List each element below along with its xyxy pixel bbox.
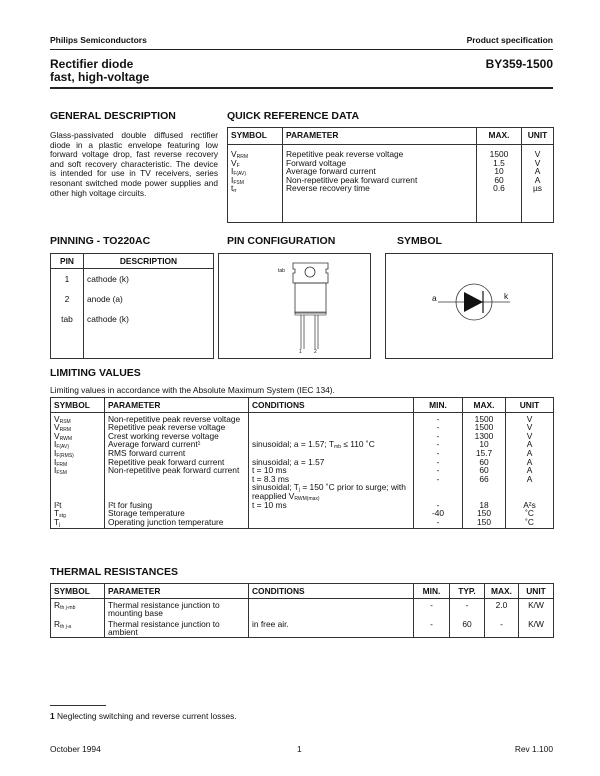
- symbol-subscript: RSM: [59, 418, 71, 425]
- conditions-cell: [249, 423, 414, 432]
- footer-date: October 1994: [50, 744, 101, 754]
- column-header-max: MAX.: [477, 128, 522, 145]
- parameter-cell: Repetitive peak forward current: [105, 458, 249, 467]
- symbol-cell: [51, 618, 105, 638]
- min-cell: -: [414, 449, 463, 458]
- symbol-subscript: FSM: [56, 470, 67, 477]
- symbol-base: I: [54, 456, 57, 467]
- symbol-base: R: [54, 618, 61, 629]
- general-heading: GENERAL DESCRIPTION: [50, 110, 176, 122]
- conditions-cell: [249, 412, 414, 423]
- symbol-subscript: stg: [59, 513, 66, 520]
- min-cell: -: [414, 423, 463, 432]
- conditions-cell: sinusoidal; a = 1.57: [249, 458, 414, 467]
- symbol-cell: [51, 598, 105, 618]
- column-header-pin: PIN: [51, 254, 84, 269]
- filler: [51, 329, 84, 359]
- pinconfig-heading: PIN CONFIGURATION: [227, 235, 336, 247]
- pin-description: anode (a): [84, 289, 214, 309]
- pinning-heading: PINNING - TO220AC: [50, 235, 151, 247]
- symbol-base: T: [54, 508, 60, 519]
- param-value: Repetitive peak reverse voltage: [286, 149, 404, 159]
- unit-cell: V: [506, 412, 554, 423]
- pin-number: 1: [51, 269, 84, 289]
- unit-cell: A A: [506, 466, 554, 500]
- to220-package-outline: [219, 254, 370, 358]
- pin-description: cathode (k): [84, 309, 214, 329]
- conditions-cell: in free air.: [249, 618, 414, 638]
- title-rule: [50, 87, 553, 89]
- max-cell: 2.0: [485, 598, 519, 618]
- min-cell: -: [414, 618, 450, 638]
- min-cell: - -: [414, 466, 463, 500]
- diode-symbol-icon: [386, 254, 552, 358]
- symbol-cell: [51, 458, 105, 467]
- max-value: 1500: [489, 149, 509, 159]
- company-name: Philips Semiconductors: [50, 35, 147, 45]
- column-header-symbol: SYMBOL: [51, 398, 105, 413]
- column-header-typ: TYP.: [450, 584, 485, 599]
- symbol-subscript: th j-mb: [60, 604, 76, 611]
- symbol-subscript: th j-a: [60, 623, 72, 630]
- symbol-cell: [51, 449, 105, 458]
- header-row: [51, 584, 554, 599]
- parameter-cell: I²t for fusing: [105, 501, 249, 510]
- min-cell: -40: [414, 509, 463, 518]
- max-cell: 60 66: [463, 466, 506, 500]
- pin-row: [51, 269, 214, 289]
- max-value: 0.6: [493, 183, 505, 194]
- conditions-cell: [249, 598, 414, 618]
- symbol-cell: [51, 440, 105, 449]
- parameter-cell: Repetitive peak reverse voltage: [105, 423, 249, 432]
- min-cell: -: [414, 432, 463, 441]
- symbol-subscript: F(AV): [56, 444, 70, 451]
- min-cell: -: [414, 412, 463, 423]
- max-cell: 60: [463, 458, 506, 467]
- max-cell: 150: [463, 509, 506, 518]
- symbol-base: R: [54, 599, 61, 610]
- header-row: [51, 254, 214, 269]
- symbol-base: I: [54, 439, 57, 450]
- parameter-cell: Operating junction temperature: [105, 518, 249, 529]
- symbol-base: I: [54, 465, 57, 476]
- typ-cell: 60: [450, 618, 485, 638]
- symbol-subscript: RRM: [236, 154, 248, 160]
- conditions-cell: t = 10 ms t = 8.3 ms sinusoidal; $T_j = 150$ ˚C prior to surge; with reapplied $V_{RWM(max)}$: [249, 466, 414, 500]
- max-cell: 1500: [463, 423, 506, 432]
- unit-value: A: [534, 166, 541, 177]
- filler: [84, 329, 214, 359]
- max-cell: -: [485, 618, 519, 638]
- column-header-parameter: PARAMETER: [283, 128, 477, 145]
- max-value: 60: [494, 174, 504, 185]
- symbol-subscript: j: [59, 521, 61, 528]
- column-header-unit: UNIT: [519, 584, 554, 599]
- param-value: Average forward current: [286, 166, 376, 177]
- symbol-cell: [51, 518, 105, 529]
- symbol-subscript: F(RMS): [56, 452, 74, 459]
- min-cell: -: [414, 598, 450, 618]
- footnote-mark: 1: [50, 711, 55, 721]
- param-value: Non-repetitive peak forward current: [286, 174, 418, 185]
- pinning-table: [50, 253, 214, 359]
- header-row: [51, 398, 554, 413]
- param-value: Reverse recovery time: [286, 183, 370, 194]
- unit-value: V: [534, 149, 541, 159]
- footnote-rule: [50, 705, 106, 706]
- title-line2: fast, high-voltage: [50, 70, 150, 84]
- symbol-cell: [51, 466, 105, 500]
- min-cell: -: [414, 501, 463, 510]
- symbol-column: [228, 145, 283, 223]
- header-row: [228, 128, 554, 145]
- part-number: BY359-1500: [485, 57, 553, 71]
- quick-heading: QUICK REFERENCE DATA: [227, 110, 360, 122]
- parameter-cell: Non-repetitive peak reverse voltage: [105, 412, 249, 423]
- min-cell: -: [414, 440, 463, 449]
- table-row: [51, 466, 554, 500]
- unit-value: µs: [532, 183, 542, 194]
- unit-cell: A: [506, 458, 554, 467]
- symbol-base: V: [54, 413, 60, 424]
- doc-type: Product specification: [466, 35, 553, 45]
- quick-reference-table: [227, 127, 554, 223]
- symbol-base: I: [231, 174, 234, 185]
- param-value: Forward voltage: [286, 157, 347, 168]
- max-column: [477, 145, 522, 223]
- unit-cell: K/W: [519, 598, 554, 618]
- column-header-min: MIN.: [414, 584, 450, 599]
- header-rule: [50, 49, 553, 50]
- column-header-symbol: SYMBOL: [51, 584, 105, 599]
- pin2-label: 2: [314, 349, 317, 355]
- symbol-subscript: FSM: [233, 179, 244, 186]
- unit-value: A: [534, 174, 541, 185]
- symbol-subscript: F: [236, 162, 240, 169]
- max-cell: 1300: [463, 432, 506, 441]
- unit-cell: ˚C: [506, 509, 554, 518]
- max-value: 10: [494, 166, 504, 177]
- column-header-description: DESCRIPTION: [84, 254, 214, 269]
- footer-page: 1: [297, 744, 302, 754]
- column-header-max: MAX.: [463, 398, 506, 413]
- unit-cell: K/W: [519, 618, 554, 638]
- unit-cell: ˚C: [506, 518, 554, 529]
- symbol-heading: SYMBOL: [397, 235, 442, 247]
- pin-number: tab: [51, 309, 84, 329]
- table-row: [51, 598, 554, 618]
- pin-configuration-box: [218, 253, 371, 359]
- column-header-parameter: PARAMETER: [105, 584, 249, 599]
- symbol-base: V: [231, 157, 237, 168]
- pin-row: [51, 289, 214, 309]
- table-row: [51, 518, 554, 529]
- tab-label: tab: [278, 268, 285, 274]
- unit-cell: V: [506, 423, 554, 432]
- parameter-cell: Thermal resistance junction to ambient: [105, 618, 249, 638]
- parameter-cell: Thermal resistance junction to mounting base: [105, 598, 249, 618]
- table-row: [228, 145, 554, 223]
- symbol-subscript: FRM: [56, 461, 68, 468]
- limiting-subtitle: Limiting values in accordance with the Absolute Maximum System (IEC 134).: [50, 385, 335, 395]
- symbol-base: t: [231, 183, 234, 194]
- pin-row: [51, 309, 214, 329]
- parameter-column: [283, 145, 477, 223]
- conditions-cell: sinusoidal; a = 1.57; $T_{mb} \le 110$ ˚C: [249, 440, 414, 449]
- column-header-parameter: PARAMETER: [105, 398, 249, 413]
- column-header-symbol: SYMBOL: [228, 128, 283, 145]
- symbol-base: V: [231, 149, 237, 159]
- typ-cell: -: [450, 598, 485, 618]
- cathode-label: k: [504, 291, 509, 301]
- pin-number: 2: [51, 289, 84, 309]
- pin-description: cathode (k): [84, 269, 214, 289]
- min-cell: -: [414, 518, 463, 529]
- unit-column: [522, 145, 554, 223]
- diode-symbol-box: [385, 253, 553, 359]
- title-line1: Rectifier diode: [50, 57, 134, 71]
- column-header-conditions: CONDITIONS: [249, 584, 414, 599]
- symbol-cell: [51, 432, 105, 441]
- anode-label: a: [432, 293, 437, 303]
- symbol-subscript: RRM: [59, 427, 71, 434]
- symbol-base: I: [231, 166, 234, 177]
- symbol-base: I: [54, 447, 57, 458]
- symbol-base: V: [54, 422, 60, 433]
- parameter-cell: Average forward current¹: [105, 440, 249, 449]
- thermal-heading: THERMAL RESISTANCES: [50, 566, 178, 578]
- symbol-subscript: rr: [233, 188, 237, 195]
- pin1-label: 1: [299, 349, 302, 355]
- min-cell: -: [414, 458, 463, 467]
- symbol-base: V: [54, 430, 60, 441]
- parameter-cell: Crest working reverse voltage: [105, 432, 249, 441]
- column-header-conditions: CONDITIONS: [249, 398, 414, 413]
- limiting-values-table: [50, 397, 554, 529]
- symbol-base: T: [54, 516, 60, 527]
- conditions-cell: [249, 509, 414, 518]
- max-value: 1.5: [493, 157, 505, 168]
- general-text: Glass-passivated double diffused rectifier diode in a plastic envelope featuring low forward voltage drop, fast reverse recovery and soft recovery characteristic. The device is intended for use in TV receivers, series resonant switched mode power supplies and other high voltage circuits.: [50, 130, 218, 198]
- symbol-base: I²t: [54, 499, 62, 510]
- table-row: [51, 618, 554, 638]
- unit-cell: A: [506, 449, 554, 458]
- unit-cell: V: [506, 432, 554, 441]
- column-header-max: MAX.: [485, 584, 519, 599]
- max-cell: 1500: [463, 412, 506, 423]
- unit-cell: A: [506, 440, 554, 449]
- footnote-text: Neglecting switching and reverse current losses.: [57, 711, 237, 721]
- conditions-cell: t = 10 ms: [249, 501, 414, 510]
- max-cell: 150: [463, 518, 506, 529]
- unit-value: V: [534, 157, 541, 168]
- max-cell: 15.7: [463, 449, 506, 458]
- conditions-cell: [249, 518, 414, 529]
- max-cell: 18: [463, 501, 506, 510]
- thermal-resistances-table: [50, 583, 554, 638]
- filler-row: [51, 329, 214, 359]
- limiting-heading: LIMITING VALUES: [50, 367, 141, 379]
- max-cell: 10: [463, 440, 506, 449]
- footer-rev: Rev 1.100: [514, 744, 553, 754]
- symbol-subscript: F(AV): [233, 171, 247, 178]
- column-header-unit: UNIT: [506, 398, 554, 413]
- symbol-subscript: RWM: [59, 435, 72, 442]
- column-header-min: MIN.: [414, 398, 463, 413]
- unit-cell: A²s: [506, 501, 554, 510]
- parameter-cell: Storage temperature: [105, 509, 249, 518]
- column-header-unit: UNIT: [522, 128, 554, 145]
- parameter-cell: Non-repetitive peak forward current: [105, 466, 249, 500]
- parameter-cell: RMS forward current: [105, 449, 249, 458]
